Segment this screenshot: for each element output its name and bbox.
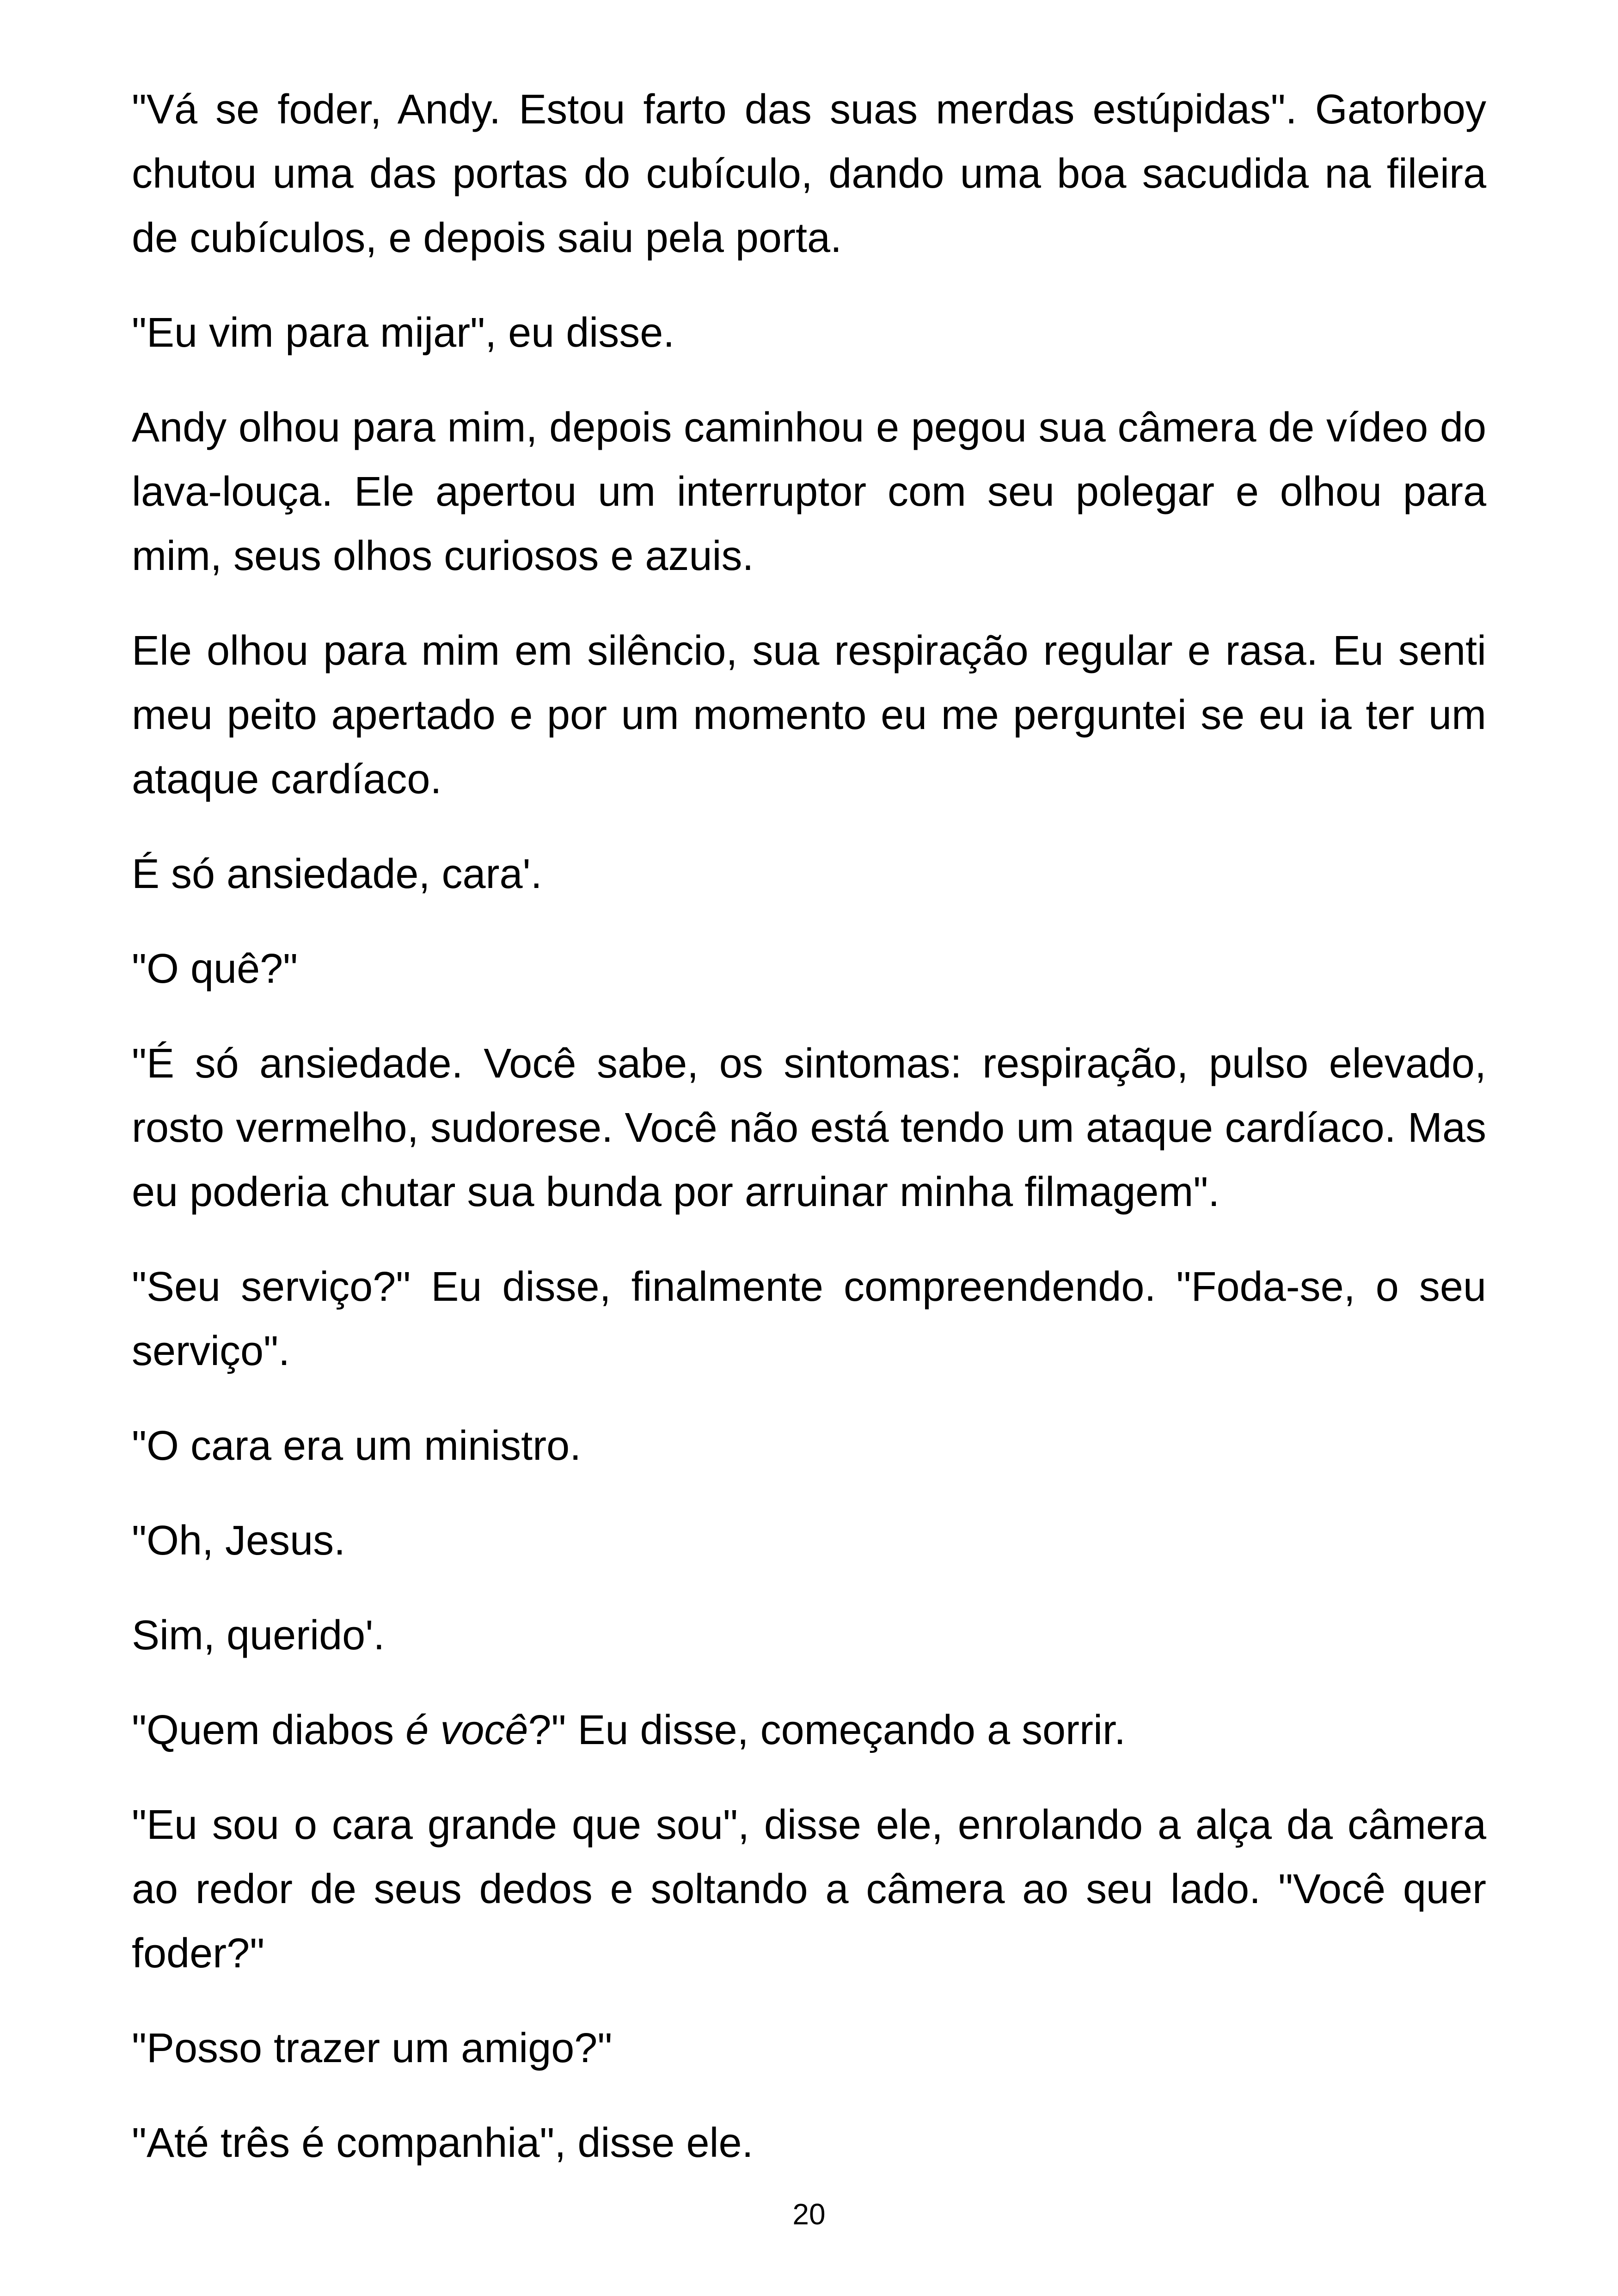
paragraph-13: "Eu sou o cara grande que sou", disse ele, enrolando a alça da câmera ao redor de seus dedos e soltando a câmera ao seu lado. "Você quer foder?" [132, 1802, 1486, 1977]
paragraph-12-italic: é você [405, 1707, 528, 1753]
page-number: 20 [792, 2198, 826, 2231]
paragraph-12-after: ?" Eu disse, começando a sorrir. [528, 1707, 1126, 1753]
paragraph-4: Ele olhou para mim em silêncio, sua respiração regular e rasa. Eu senti meu peito apertado e por um momento eu me perguntei se eu ia ter um ataque cardíaco. [132, 628, 1486, 802]
paragraph-14: "Posso trazer um amigo?" [132, 2025, 613, 2071]
body-text [132, 78, 1486, 2206]
paragraph-7: "É só ansiedade. Você sabe, os sintomas: respiração, pulso elevado, rosto vermelho, sudorese. Você não está tendo um ataque cardíaco. Mas eu poderia chutar sua bunda por arruinar minha filmagem". [132, 1041, 1486, 1215]
paragraph-11: Sim, querido'. [132, 1612, 385, 1659]
paragraph-12-before: "Quem diabos [132, 1707, 406, 1753]
paragraph-1: "Vá se foder, Andy. Estou farto das suas merdas estúpidas". Gatorboy chutou uma das portas do cubículo, dando uma boa sacudida na fileira de cubículos, e depois saiu pela porta. [132, 86, 1486, 261]
paragraph-12 [132, 1698, 1486, 1763]
paragraph-2: "Eu vim para mijar", eu disse. [132, 310, 675, 356]
paragraph-8: "Seu serviço?" Eu disse, finalmente compreendendo. "Foda-se, o seu serviço". [132, 1264, 1486, 1374]
paragraph-5: É só ansiedade, cara'. [132, 851, 542, 897]
paragraph-3: Andy olhou para mim, depois caminhou e pegou sua câmera de vídeo do lava-louça. Ele apertou um interruptor com seu polegar e olhou para mim, seus olhos curiosos e azuis. [132, 404, 1486, 579]
paragraph-15: "Até três é companhia", disse ele. [132, 2120, 754, 2166]
paragraph-9: "O cara era um ministro. [132, 1423, 582, 1469]
paragraph-6: "O quê?" [132, 946, 298, 992]
paragraph-10: "Oh, Jesus. [132, 1518, 346, 1564]
